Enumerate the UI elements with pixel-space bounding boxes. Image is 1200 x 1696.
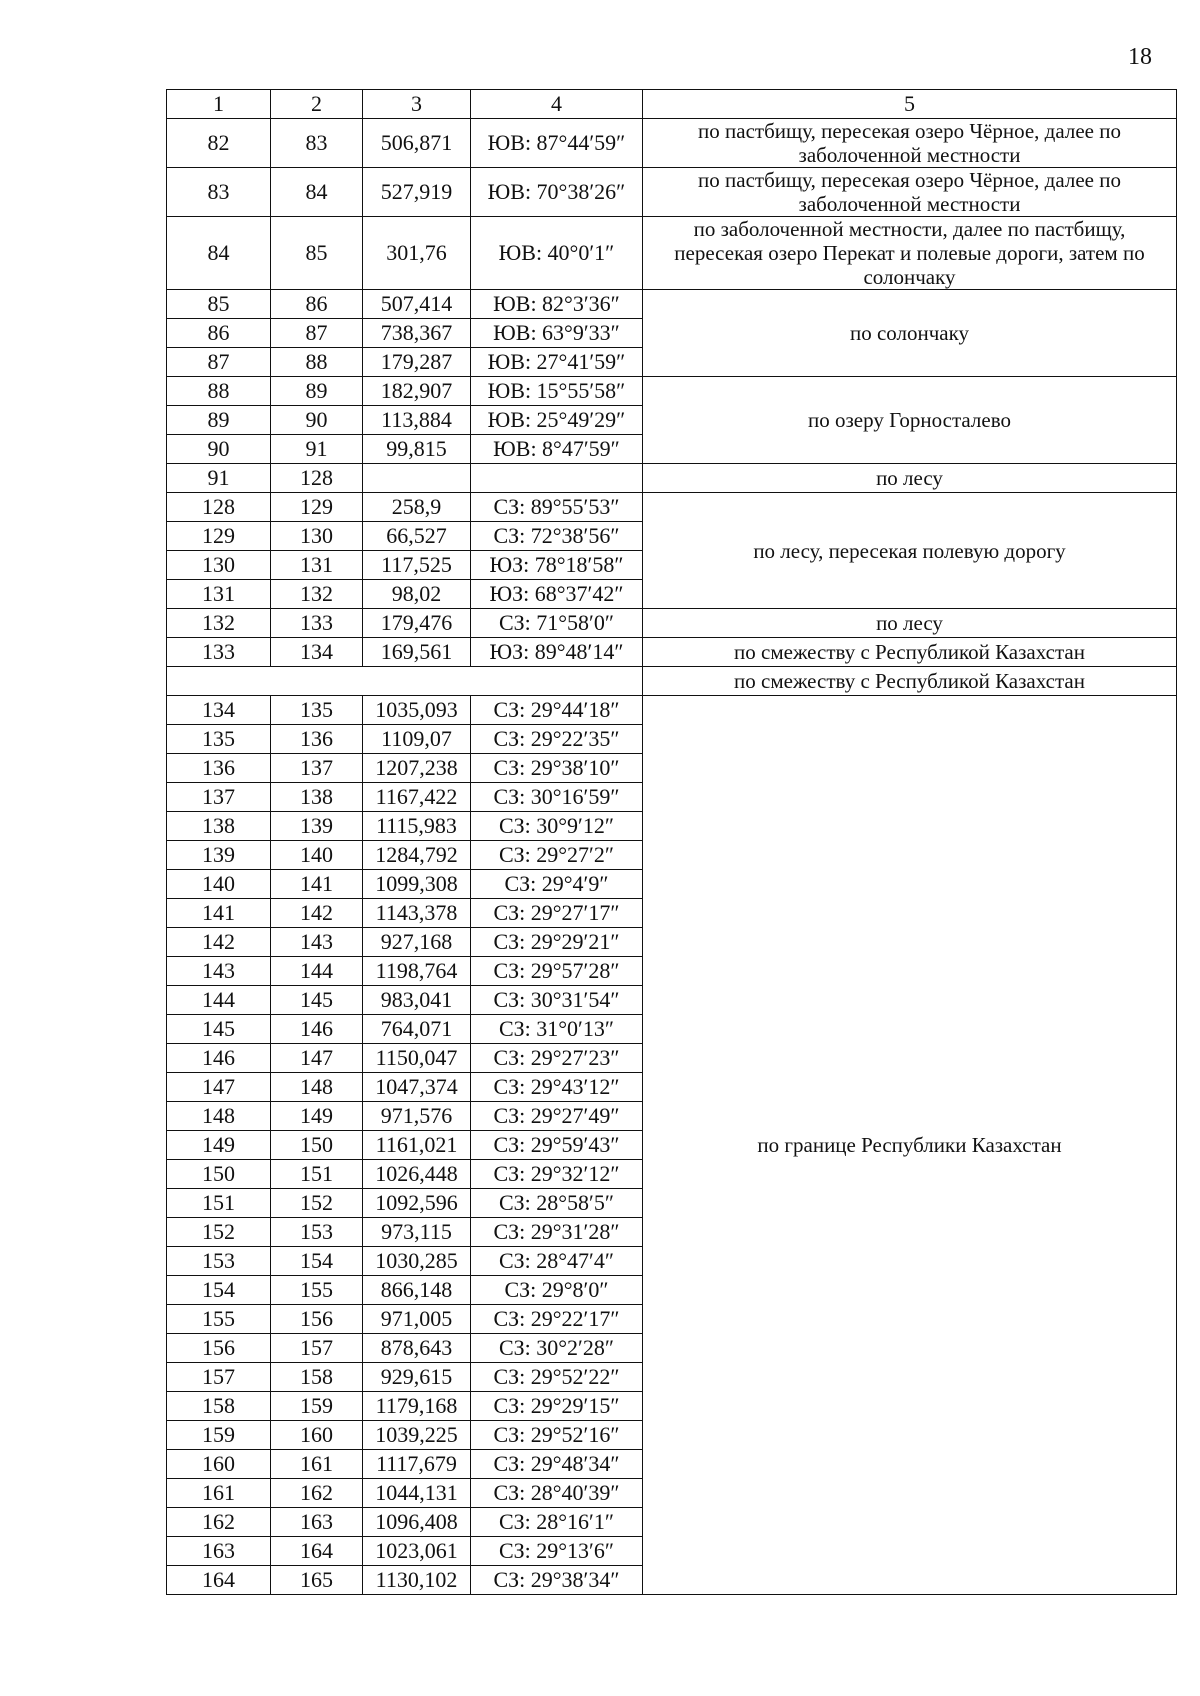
table-cell: ЮВ: 63°9′33″ [471, 319, 643, 348]
table-cell: 179,287 [363, 348, 471, 377]
table-cell: 927,168 [363, 928, 471, 957]
table-cell: 738,367 [363, 319, 471, 348]
table-cell: 89 [271, 377, 363, 406]
table-cell: 179,476 [363, 609, 471, 638]
table-cell: 132 [271, 580, 363, 609]
table-cell: ЮВ: 70°38′26″ [471, 168, 643, 217]
table-row [167, 290, 1177, 319]
table-cell: 143 [271, 928, 363, 957]
table-cell: 154 [271, 1247, 363, 1276]
table-cell: 66,527 [363, 522, 471, 551]
table-cell [167, 667, 643, 696]
table-cell: 145 [271, 986, 363, 1015]
table-cell: 1117,679 [363, 1450, 471, 1479]
table-cell: ЮВ: 25°49′29″ [471, 406, 643, 435]
table-cell: ЮВ: 40°0′1″ [471, 217, 643, 290]
table-cell: 1099,308 [363, 870, 471, 899]
table-row [167, 464, 1177, 493]
table-cell: 160 [271, 1421, 363, 1450]
table-cell: 135 [271, 696, 363, 725]
table-cell: 1150,047 [363, 1044, 471, 1073]
table-cell: 156 [167, 1334, 271, 1363]
table-cell: 1198,764 [363, 957, 471, 986]
table-cell: ЮВ: 15°55′58″ [471, 377, 643, 406]
table-cell: 164 [271, 1537, 363, 1566]
table-cell: ЮВ: 87°44′59″ [471, 119, 643, 168]
table-cell: 138 [271, 783, 363, 812]
table-cell: 157 [167, 1363, 271, 1392]
table-cell: 1030,285 [363, 1247, 471, 1276]
table-cell: 527,919 [363, 168, 471, 217]
table-cell: 154 [167, 1276, 271, 1305]
table-cell: 86 [271, 290, 363, 319]
table-cell: 140 [167, 870, 271, 899]
table-cell: 138 [167, 812, 271, 841]
table-row [167, 168, 1177, 217]
table-cell: ЮЗ: 68°37′42″ [471, 580, 643, 609]
table-cell: 1026,448 [363, 1160, 471, 1189]
table-cell: 153 [167, 1247, 271, 1276]
table-cell: 88 [167, 377, 271, 406]
table-cell: 85 [271, 217, 363, 290]
table-cell: 159 [167, 1421, 271, 1450]
table-cell: 130 [167, 551, 271, 580]
table-cell: по лесу, пересекая полевую дорогу [643, 493, 1177, 609]
table-cell: 85 [167, 290, 271, 319]
table-cell: СЗ: 29°59′43″ [471, 1131, 643, 1160]
table-cell: 83 [271, 119, 363, 168]
table-cell: 164 [167, 1566, 271, 1595]
table-cell: 151 [167, 1189, 271, 1218]
table-cell: 130 [271, 522, 363, 551]
table-cell: СЗ: 29°29′15″ [471, 1392, 643, 1421]
table-cell: СЗ: 29°52′22″ [471, 1363, 643, 1392]
table-cell: 87 [167, 348, 271, 377]
table-cell: СЗ: 29°22′17″ [471, 1305, 643, 1334]
table-cell: 137 [271, 754, 363, 783]
table-cell: 1044,131 [363, 1479, 471, 1508]
table-cell: 258,9 [363, 493, 471, 522]
table-cell: ЮВ: 27°41′59″ [471, 348, 643, 377]
table-cell: 141 [167, 899, 271, 928]
column-header: 1 [167, 90, 271, 119]
table-cell: 148 [271, 1073, 363, 1102]
table-cell: СЗ: 28°40′39″ [471, 1479, 643, 1508]
table-cell: СЗ: 29°27′17″ [471, 899, 643, 928]
table-cell: 157 [271, 1334, 363, 1363]
table-cell: по смежеству с Республикой Казахстан [643, 667, 1177, 696]
table-cell: СЗ: 30°2′28″ [471, 1334, 643, 1363]
table-cell: 89 [167, 406, 271, 435]
table-cell: СЗ: 29°29′21″ [471, 928, 643, 957]
table-cell: 145 [167, 1015, 271, 1044]
table-cell: 141 [271, 870, 363, 899]
table-cell: 151 [271, 1160, 363, 1189]
table-cell: 91 [167, 464, 271, 493]
table-cell: 131 [271, 551, 363, 580]
table-cell [471, 464, 643, 493]
table-cell: 99,815 [363, 435, 471, 464]
table-cell: СЗ: 29°38′34″ [471, 1566, 643, 1595]
table-cell: ЮЗ: 89°48′14″ [471, 638, 643, 667]
table-cell: 1179,168 [363, 1392, 471, 1421]
table-cell: 135 [167, 725, 271, 754]
table-cell: СЗ: 29°48′34″ [471, 1450, 643, 1479]
table-cell: 142 [271, 899, 363, 928]
table-cell: 973,115 [363, 1218, 471, 1247]
table-cell: 147 [167, 1073, 271, 1102]
table-cell: 132 [167, 609, 271, 638]
table-cell: СЗ: 29°31′28″ [471, 1218, 643, 1247]
table-cell: 1284,792 [363, 841, 471, 870]
column-header: 4 [471, 90, 643, 119]
table-cell: 144 [167, 986, 271, 1015]
table-cell: СЗ: 29°52′16″ [471, 1421, 643, 1450]
table-cell: 1109,07 [363, 725, 471, 754]
table-cell: 133 [271, 609, 363, 638]
table-cell: 1039,225 [363, 1421, 471, 1450]
table-cell: 1161,021 [363, 1131, 471, 1160]
table-cell: 129 [167, 522, 271, 551]
table-cell: 148 [167, 1102, 271, 1131]
table-cell: 1167,422 [363, 783, 471, 812]
table-cell: по пастбищу, пересекая озеро Чёрное, далее по заболоченной местности [643, 168, 1177, 217]
table-cell: СЗ: 29°57′28″ [471, 957, 643, 986]
table-cell: 149 [167, 1131, 271, 1160]
table-cell: 146 [167, 1044, 271, 1073]
table-cell: 142 [167, 928, 271, 957]
table-cell: 128 [271, 464, 363, 493]
table-cell: СЗ: 29°4′9″ [471, 870, 643, 899]
table-cell: СЗ: 29°27′23″ [471, 1044, 643, 1073]
table-cell: 1035,093 [363, 696, 471, 725]
table-cell: 182,907 [363, 377, 471, 406]
table-cell: СЗ: 28°16′1″ [471, 1508, 643, 1537]
table-cell [363, 464, 471, 493]
table-cell: 1092,596 [363, 1189, 471, 1218]
table-cell: 98,02 [363, 580, 471, 609]
table-cell: 83 [167, 168, 271, 217]
table-body [167, 119, 1177, 1595]
table-cell: 165 [271, 1566, 363, 1595]
table-row [167, 493, 1177, 522]
table-cell: 156 [271, 1305, 363, 1334]
table-cell: 140 [271, 841, 363, 870]
table-cell: 878,643 [363, 1334, 471, 1363]
table-cell: 84 [167, 217, 271, 290]
table-cell: 150 [271, 1131, 363, 1160]
table-cell: 113,884 [363, 406, 471, 435]
table-cell: по озеру Горносталево [643, 377, 1177, 464]
table-cell: по лесу [643, 464, 1177, 493]
table-cell: 162 [167, 1508, 271, 1537]
boundary-table [166, 89, 1177, 1595]
table-cell: 143 [167, 957, 271, 986]
table-cell: СЗ: 30°16′59″ [471, 783, 643, 812]
table-cell: СЗ: 71°58′0″ [471, 609, 643, 638]
table-cell: СЗ: 72°38′56″ [471, 522, 643, 551]
table-cell: 131 [167, 580, 271, 609]
table-cell: 1207,238 [363, 754, 471, 783]
table-cell: 152 [271, 1189, 363, 1218]
table-cell: СЗ: 29°27′2″ [471, 841, 643, 870]
table-row [167, 217, 1177, 290]
table-cell: 139 [167, 841, 271, 870]
page-number: 18 [1128, 44, 1152, 70]
table-cell: СЗ: 29°8′0″ [471, 1276, 643, 1305]
table-row-separator [167, 667, 1177, 696]
table-cell: 86 [167, 319, 271, 348]
table-cell: 159 [271, 1392, 363, 1421]
table-cell: СЗ: 30°9′12″ [471, 812, 643, 841]
table-cell: 134 [271, 638, 363, 667]
table-cell: ЮВ: 8°47′59″ [471, 435, 643, 464]
table-cell: 1130,102 [363, 1566, 471, 1595]
table-cell: по смежеству с Республикой Казахстан [643, 638, 1177, 667]
table-row [167, 119, 1177, 168]
table-cell: 1143,378 [363, 899, 471, 928]
table-row [167, 609, 1177, 638]
table-cell: 153 [271, 1218, 363, 1247]
table-row [167, 696, 1177, 725]
table-header-row [167, 90, 1177, 119]
table-cell: ЮВ: 82°3′36″ [471, 290, 643, 319]
table-row [167, 638, 1177, 667]
table-cell: 866,148 [363, 1276, 471, 1305]
table-cell: 155 [271, 1276, 363, 1305]
table-cell: 149 [271, 1102, 363, 1131]
table-cell: 84 [271, 168, 363, 217]
table-cell: по пастбищу, пересекая озеро Чёрное, далее по заболоченной местности [643, 119, 1177, 168]
table-cell: 87 [271, 319, 363, 348]
table-cell: 90 [271, 406, 363, 435]
table-cell: 139 [271, 812, 363, 841]
table-cell: СЗ: 29°22′35″ [471, 725, 643, 754]
table-cell: 161 [271, 1450, 363, 1479]
table-cell: по границе Республики Казахстан [643, 696, 1177, 1595]
table-cell: СЗ: 28°58′5″ [471, 1189, 643, 1218]
table-cell: 1115,983 [363, 812, 471, 841]
column-header: 5 [643, 90, 1177, 119]
table-cell: 147 [271, 1044, 363, 1073]
table-cell: 161 [167, 1479, 271, 1508]
table-cell: СЗ: 29°43′12″ [471, 1073, 643, 1102]
table-cell: 82 [167, 119, 271, 168]
table-cell: 1023,061 [363, 1537, 471, 1566]
table-cell: СЗ: 29°38′10″ [471, 754, 643, 783]
table-cell: по лесу [643, 609, 1177, 638]
table-cell: 971,005 [363, 1305, 471, 1334]
table-cell: 91 [271, 435, 363, 464]
table-cell: 117,525 [363, 551, 471, 580]
table-cell: 136 [271, 725, 363, 754]
table-cell: 162 [271, 1479, 363, 1508]
table-cell: 301,76 [363, 217, 471, 290]
table-cell: 507,414 [363, 290, 471, 319]
table-cell: 150 [167, 1160, 271, 1189]
table-cell: 129 [271, 493, 363, 522]
table-cell: СЗ: 30°31′54″ [471, 986, 643, 1015]
table-cell: 971,576 [363, 1102, 471, 1131]
table-cell: СЗ: 29°44′18″ [471, 696, 643, 725]
table-cell: 160 [167, 1450, 271, 1479]
table-cell: 1047,374 [363, 1073, 471, 1102]
table-cell: 169,561 [363, 638, 471, 667]
table-cell: 155 [167, 1305, 271, 1334]
table-cell: 136 [167, 754, 271, 783]
table-cell: 146 [271, 1015, 363, 1044]
table-cell: 983,041 [363, 986, 471, 1015]
table-cell: 764,071 [363, 1015, 471, 1044]
table-cell: по заболоченной местности, далее по пастбищу, пересекая озеро Перекат и полевые дороги, затем по солончаку [643, 217, 1177, 290]
column-header: 2 [271, 90, 363, 119]
table-cell: 929,615 [363, 1363, 471, 1392]
table-row [167, 377, 1177, 406]
table-cell: СЗ: 31°0′13″ [471, 1015, 643, 1044]
table-cell: СЗ: 29°27′49″ [471, 1102, 643, 1131]
table-cell: 134 [167, 696, 271, 725]
table-cell: ЮЗ: 78°18′58″ [471, 551, 643, 580]
table-cell: по солончаку [643, 290, 1177, 377]
column-header: 3 [363, 90, 471, 119]
table-cell: 506,871 [363, 119, 471, 168]
table-cell: СЗ: 29°32′12″ [471, 1160, 643, 1189]
table-cell: 163 [271, 1508, 363, 1537]
table-cell: 158 [167, 1392, 271, 1421]
table-cell: 137 [167, 783, 271, 812]
table-cell: 88 [271, 348, 363, 377]
table-cell: СЗ: 28°47′4″ [471, 1247, 643, 1276]
table-cell: 144 [271, 957, 363, 986]
table-cell: 133 [167, 638, 271, 667]
table-cell: 1096,408 [363, 1508, 471, 1537]
table-cell: 152 [167, 1218, 271, 1247]
table-cell: СЗ: 89°55′53″ [471, 493, 643, 522]
table-cell: СЗ: 29°13′6″ [471, 1537, 643, 1566]
table-cell: 158 [271, 1363, 363, 1392]
table-cell: 128 [167, 493, 271, 522]
table-cell: 90 [167, 435, 271, 464]
table-cell: 163 [167, 1537, 271, 1566]
